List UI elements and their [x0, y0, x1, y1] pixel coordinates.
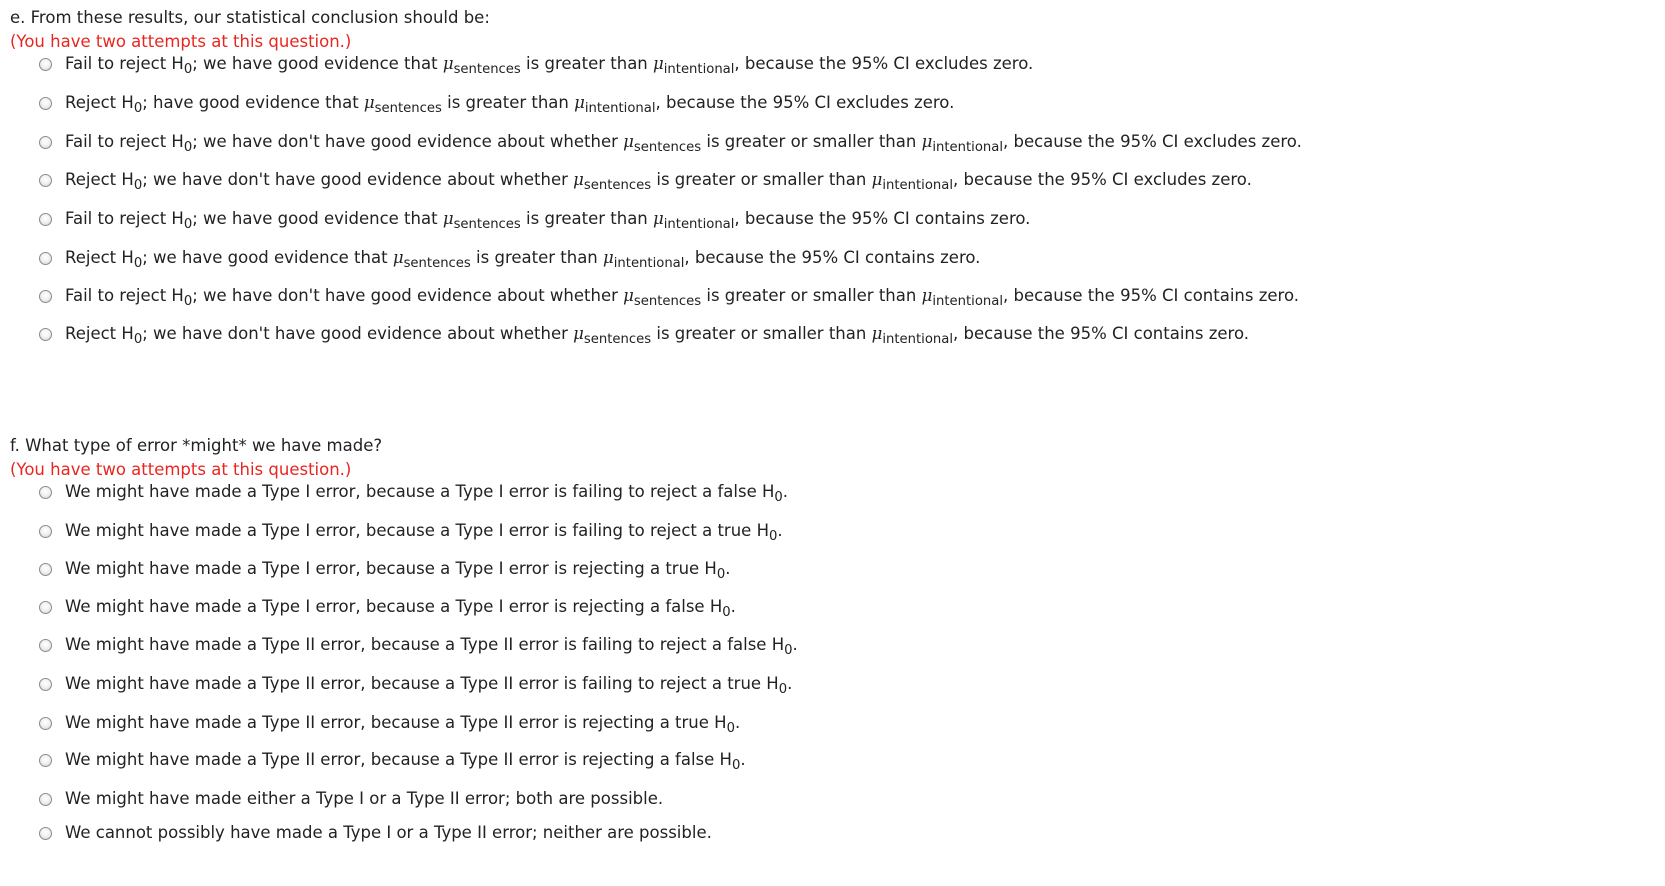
question-e-option-1[interactable]	[10, 51, 1033, 77]
question-f-option-7[interactable]	[10, 710, 740, 736]
radio-button[interactable]	[39, 563, 52, 576]
radio-button[interactable]	[39, 136, 52, 149]
option-label: Reject $H_0$; we have good evidence that $\mu_{sentences}$ is greater than $\mu_{intentional}$, because the 95% CI contains zero.	[65, 248, 981, 271]
radio-button[interactable]	[39, 252, 52, 265]
question-e-attempts-note: (You have two attempts at this question.)	[10, 32, 352, 51]
question-f-option-3[interactable]	[10, 556, 730, 582]
question-f-option-9[interactable]	[10, 786, 663, 812]
radio-button[interactable]	[39, 601, 52, 614]
option-label: Fail to reject $H_0$; we have good evidence that $\mu_{sentences}$ is greater than $\mu_{intentional}$, because the 95% CI contains zero.	[65, 209, 1031, 232]
radio-button[interactable]	[39, 639, 52, 652]
option-label: We might have made a Type II error, because a Type II error is rejecting a true $H_0$.	[65, 713, 741, 736]
option-label: Reject $H_0$; have good evidence that $\mu_{sentences}$ is greater than $\mu_{intentional}$, because the 95% CI excludes zero.	[65, 93, 955, 116]
question-f-option-2[interactable]	[10, 518, 783, 544]
question-f-title: f. What type of error *might* we have made?	[10, 436, 383, 455]
radio-button[interactable]	[39, 97, 52, 110]
option-label: We might have made a Type I error, because a Type I error is failing to reject a true $H_0$.	[65, 521, 783, 544]
radio-button[interactable]	[39, 486, 52, 499]
question-f-option-8[interactable]	[10, 747, 746, 773]
radio-button[interactable]	[39, 174, 52, 187]
question-f-attempts-note: (You have two attempts at this question.)	[10, 460, 352, 479]
radio-button[interactable]	[39, 290, 52, 303]
option-label: Fail to reject $H_0$; we have good evidence that $\mu_{sentences}$ is greater than $\mu_{intentional}$, because the 95% CI excludes zero.	[65, 54, 1034, 77]
option-label: We might have made a Type I error, because a Type I error is failing to reject a false $H_0$.	[65, 482, 789, 505]
question-f-option-5[interactable]	[10, 632, 798, 658]
option-label: Fail to reject $H_0$; we have don't have good evidence about whether $\mu_{sentences}$ is greater or smaller than $\mu_{intentional}$, because the 95% CI excludes zero.	[65, 132, 1302, 155]
question-e-title: e. From these results, our statistical conclusion should be:	[10, 8, 490, 27]
option-label: Reject $H_0$; we have don't have good evidence about whether $\mu_{sentences}$ is greater or smaller than $\mu_{intentional}$, because the 95% CI contains zero.	[65, 324, 1249, 347]
radio-button[interactable]	[39, 827, 52, 840]
question-e-option-8[interactable]	[10, 321, 1249, 347]
question-e-option-5[interactable]	[10, 206, 1030, 232]
question-e-option-4[interactable]	[10, 167, 1252, 193]
radio-button[interactable]	[39, 678, 52, 691]
radio-button[interactable]	[39, 328, 52, 341]
option-label: We might have made a Type II error, because a Type II error is failing to reject a true $H_0$.	[65, 674, 793, 697]
question-f	[10, 434, 1665, 842]
radio-button[interactable]	[39, 213, 52, 226]
option-label: Reject $H_0$; we have don't have good evidence about whether $\mu_{sentences}$ is greater or smaller than $\mu_{intentional}$, because the 95% CI excludes zero.	[65, 170, 1252, 193]
question-f-option-1[interactable]	[10, 479, 788, 505]
question-f-option-4[interactable]	[10, 594, 736, 620]
radio-button[interactable]	[39, 717, 52, 730]
option-label: We might have made either a Type I or a Type II error; both are possible.	[65, 789, 664, 808]
option-label: We might have made a Type II error, because a Type II error is rejecting a false $H_0$.	[65, 750, 746, 773]
option-label: We cannot possibly have made a Type I or a Type II error; neither are possible.	[65, 823, 712, 842]
question-f-option-6[interactable]	[10, 671, 792, 697]
radio-button[interactable]	[39, 58, 52, 71]
option-label: We might have made a Type II error, because a Type II error is failing to reject a false $H_0$.	[65, 635, 798, 658]
option-label: We might have made a Type I error, because a Type I error is rejecting a true $H_0$.	[65, 559, 731, 582]
question-f-option-10[interactable]	[10, 820, 712, 846]
question-e	[10, 6, 1665, 347]
option-label: We might have made a Type I error, because a Type I error is rejecting a false $H_0$.	[65, 597, 736, 620]
question-e-option-3[interactable]	[10, 129, 1302, 155]
option-label: Fail to reject $H_0$; we have don't have good evidence about whether $\mu_{sentences}$ is greater or smaller than $\mu_{intentional}$, because the 95% CI contains zero.	[65, 286, 1299, 309]
question-e-option-7[interactable]	[10, 283, 1299, 309]
question-e-option-2[interactable]	[10, 90, 954, 116]
question-e-option-6[interactable]	[10, 245, 980, 271]
radio-button[interactable]	[39, 525, 52, 538]
radio-button[interactable]	[39, 793, 52, 806]
radio-button[interactable]	[39, 754, 52, 767]
